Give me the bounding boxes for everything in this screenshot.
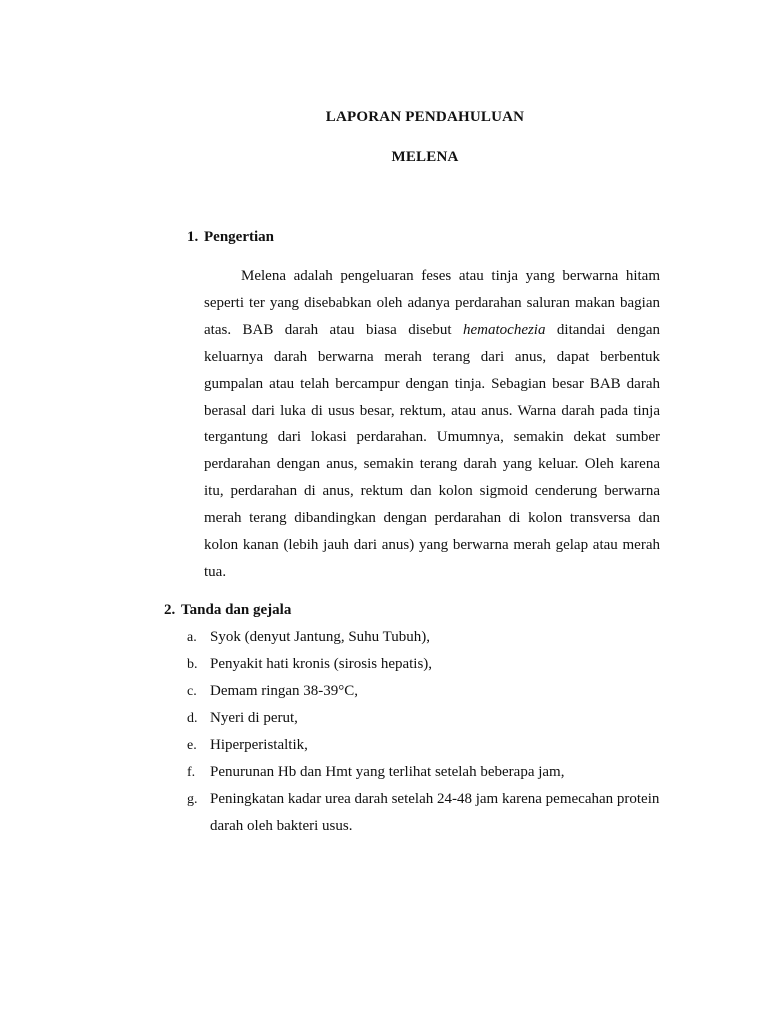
- list-item: [187, 705, 662, 732]
- section-heading-tanda-gejala: [164, 602, 291, 619]
- section-heading-pengertian: [187, 229, 274, 246]
- list-marker: f.: [187, 765, 196, 780]
- italic-term: hematochezia: [463, 321, 546, 338]
- list-item: [187, 732, 662, 759]
- list-marker: g.: [187, 792, 198, 807]
- list-item: [187, 786, 662, 840]
- document-title: LAPORAN PENDAHULUAN: [325, 109, 525, 125]
- list-item: [187, 759, 662, 786]
- list-item-text: Hiperperistaltik,: [210, 737, 308, 753]
- section-number: 2.: [164, 602, 176, 618]
- section-title: Tanda dan gejala: [181, 602, 292, 618]
- list-item-text: Penyakit hati kronis (sirosis hepatis),: [210, 656, 433, 672]
- list-item-text: Penurunan Hb dan Hmt yang terlihat setelah beberapa jam,: [210, 764, 565, 780]
- section-title: Pengertian: [204, 229, 274, 245]
- section-number: 1.: [187, 229, 199, 245]
- list-marker: d.: [187, 711, 198, 726]
- list-item: [187, 678, 662, 705]
- list-item-text: Peningkatan kadar urea darah setelah 24-48 jam karena pemecahan protein darah oleh bakteri usus.: [210, 791, 660, 834]
- list-item: [187, 624, 662, 651]
- list-marker: e.: [187, 738, 197, 753]
- list-marker: a.: [187, 630, 197, 645]
- list-item-text: Nyeri di perut,: [210, 710, 298, 726]
- list-marker: b.: [187, 657, 198, 672]
- paragraph-text-1: Melena adalah pengeluaran feses atau tinja yang berwarna hitam seperti ter yang disebabkan oleh adanya perdarahan saluran makan bagian atas. BAB darah atau biasa disebut: [204, 268, 660, 338]
- list-item-text: Demam ringan 38-39°C,: [210, 683, 359, 699]
- definition-paragraph: [204, 263, 660, 586]
- document-subtitle: MELENA: [391, 149, 459, 165]
- list-item: [187, 651, 662, 678]
- list-marker: c.: [187, 684, 197, 699]
- symptom-list: [187, 624, 662, 840]
- paragraph-text-2: ditandai dengan keluarnya darah berwarna merah terang dari anus, dapat berbentuk gumpalan atau telah bercampur dengan tinja. Sebagian besar BAB darah berasal dari luka di usus besar, rektum, atau anus. Warna darah pada tinja tergantung dari lokasi perdarahan. Umumnya, semakin dekat sumber perdarahan dengan anus, semakin terang darah yang keluar. Oleh karena itu, perdarahan di anus, rektum dan kolon sigmoid cenderung berwarna merah terang dibandingkan dengan perdarahan di kolon transversa dan kolon kanan (lebih jauh dari anus) yang berwarna merah gelap atau merah tua.: [204, 321, 660, 580]
- list-item-text: Syok (denyut Jantung, Suhu Tubuh),: [210, 629, 431, 645]
